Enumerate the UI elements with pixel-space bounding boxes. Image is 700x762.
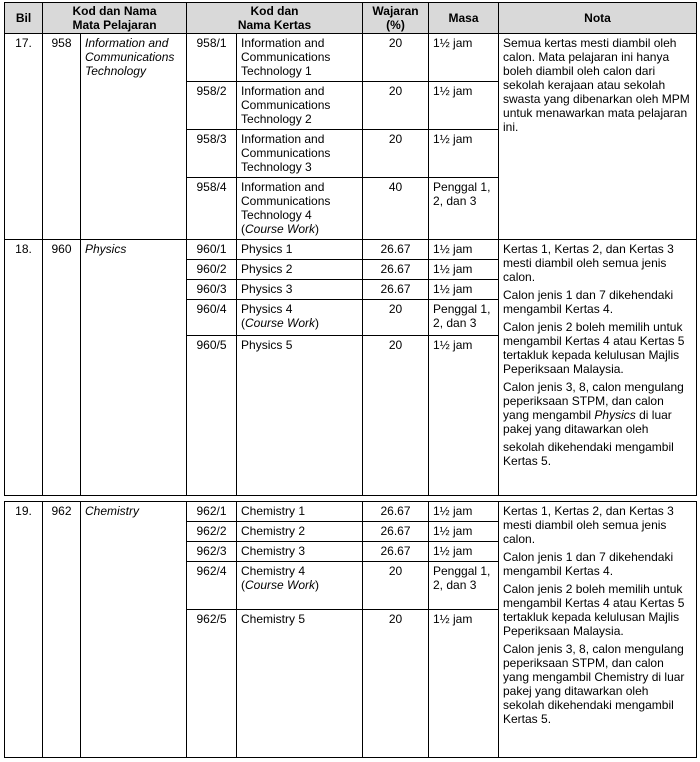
note-paragraph: Calon jenis 2 boleh memilih untuk mengambil Kertas 4 atau Kertas 5 tertakluk kepada kelulusan Majlis Peperiksaan Malaysia. [503, 582, 685, 638]
paper-duration: 1½ jam [429, 280, 499, 300]
table-row [5, 502, 697, 522]
paper-weight: 26.67 [363, 280, 429, 300]
paper-duration: 1½ jam [429, 130, 499, 178]
paper-duration: 1½ jam [429, 34, 499, 82]
paper-code: 960/4 [187, 300, 237, 336]
paper-name: Information and Communications Technology 1 [237, 34, 363, 82]
subject-code: 962 [43, 502, 81, 758]
header-bil: Bil [5, 3, 43, 34]
subject-name: Information and Communications Technology [81, 34, 187, 240]
paper-duration: 1½ jam [429, 502, 499, 522]
note-paragraph: Calon jenis 1 dan 7 dikehendaki mengambil Kertas 4. [503, 550, 674, 578]
header-kod-kertas: Kod dan Nama Kertas [187, 3, 363, 34]
note-paragraph: Kertas 1, Kertas 2, dan Kertas 3 mesti diambil oleh semua jenis calon. [503, 504, 674, 546]
paper-code: 960/2 [187, 260, 237, 280]
paper-weight: 20 [363, 34, 429, 82]
paper-code: 958/2 [187, 82, 237, 130]
paper-duration: Penggal 1, 2, dan 3 [429, 562, 499, 610]
paper-duration: 1½ jam [429, 522, 499, 542]
paper-name: Chemistry 2 [237, 522, 363, 542]
paper-code: 962/4 [187, 562, 237, 610]
paper-code: 962/5 [187, 610, 237, 758]
paper-duration: 1½ jam [429, 542, 499, 562]
paper-weight: 26.67 [363, 522, 429, 542]
paper-name: Physics 1 [237, 240, 363, 260]
header-kod-mata-pelajaran: Kod dan Nama Mata Pelajaran [43, 3, 187, 34]
paper-weight: 20 [363, 562, 429, 610]
paper-code: 962/1 [187, 502, 237, 522]
paper-weight: 40 [363, 178, 429, 240]
paper-name: Chemistry 4 (Course Work) [237, 562, 363, 610]
paper-weight: 20 [363, 300, 429, 336]
paper-code: 962/2 [187, 522, 237, 542]
subject-code: 960 [43, 240, 81, 496]
paper-code: 958/3 [187, 130, 237, 178]
paper-name: Chemistry 1 [237, 502, 363, 522]
subject-table-continued [4, 501, 697, 758]
subject-bil: 19. [5, 502, 43, 758]
paper-name: Physics 4 (Course Work) [237, 300, 363, 336]
paper-name: Physics 5 [237, 336, 363, 496]
subject-name: Chemistry [81, 502, 187, 758]
note-paragraph: sekolah dikehendaki mengambil Kertas 5. [503, 440, 674, 468]
subject-bil: 17. [5, 34, 43, 240]
paper-code: 962/3 [187, 542, 237, 562]
table-header-row [5, 3, 697, 34]
subject-code: 958 [43, 34, 81, 240]
paper-name: Physics 3 [237, 280, 363, 300]
paper-code: 958/4 [187, 178, 237, 240]
paper-duration: 1½ jam [429, 610, 499, 758]
paper-weight: 26.67 [363, 502, 429, 522]
header-masa: Masa [429, 3, 499, 34]
paper-duration: 1½ jam [429, 240, 499, 260]
header-wajaran: Wajaran (%) [363, 3, 429, 34]
paper-name: Information and Communications Technology 2 [237, 82, 363, 130]
subject-table [4, 2, 697, 496]
paper-weight: 20 [363, 610, 429, 758]
paper-code: 960/3 [187, 280, 237, 300]
paper-duration: 1½ jam [429, 82, 499, 130]
subject-bil: 18. [5, 240, 43, 496]
paper-name: Information and Communications Technology 4 (Course Work) [237, 178, 363, 240]
paper-name: Chemistry 3 [237, 542, 363, 562]
paper-duration: 1½ jam [429, 336, 499, 496]
subject-note [499, 34, 697, 240]
paper-name: Chemistry 5 [237, 610, 363, 758]
note-paragraph: Kertas 1, Kertas 2, dan Kertas 3 mesti diambil oleh semua jenis calon. [503, 242, 674, 284]
paper-weight: 26.67 [363, 240, 429, 260]
paper-weight: 26.67 [363, 542, 429, 562]
note-paragraph: Calon jenis 2 boleh memilih untuk mengambil Kertas 4 atau Kertas 5 tertakluk kepada kelulusan Majlis Peperiksaan Malaysia. [503, 320, 685, 376]
paper-duration: Penggal 1, 2, dan 3 [429, 300, 499, 336]
paper-weight: 20 [363, 82, 429, 130]
paper-code: 960/1 [187, 240, 237, 260]
paper-name: Physics 2 [237, 260, 363, 280]
subject-note [499, 240, 697, 496]
paper-weight: 26.67 [363, 260, 429, 280]
paper-weight: 20 [363, 336, 429, 496]
note-paragraph: Calon jenis 1 dan 7 dikehendaki mengambil Kertas 4. [503, 288, 674, 316]
subject-note [499, 502, 697, 758]
subject-name: Physics [81, 240, 187, 496]
paper-weight: 20 [363, 130, 429, 178]
paper-name: Information and Communications Technology 3 [237, 130, 363, 178]
paper-code: 960/5 [187, 336, 237, 496]
note-paragraph: Calon jenis 3, 8, calon mengulang peperiksaan STPM, dan calon yang mengambil Chemistry di luar pakej yang ditawarkan oleh sekolah dikehendaki mengambil Kertas 5. [503, 642, 685, 726]
note-paragraph: Semua kertas mesti diambil oleh calon. Mata pelajaran ini hanya boleh diambil oleh calon dari sekolah kerajaan atau sekolah swasta yang dibenarkan oleh MPM untuk menawarkan mata pelajaran ini. [503, 36, 690, 134]
paper-duration: 1½ jam [429, 260, 499, 280]
paper-code: 958/1 [187, 34, 237, 82]
note-paragraph: Calon jenis 3, 8, calon mengulang peperiksaan STPM, dan calon yang mengambil Physics di luar pakej yang ditawarkan oleh [503, 380, 684, 436]
header-nota: Nota [499, 3, 697, 34]
table-row [5, 34, 697, 82]
table-row [5, 240, 697, 260]
paper-duration: Penggal 1, 2, dan 3 [429, 178, 499, 240]
